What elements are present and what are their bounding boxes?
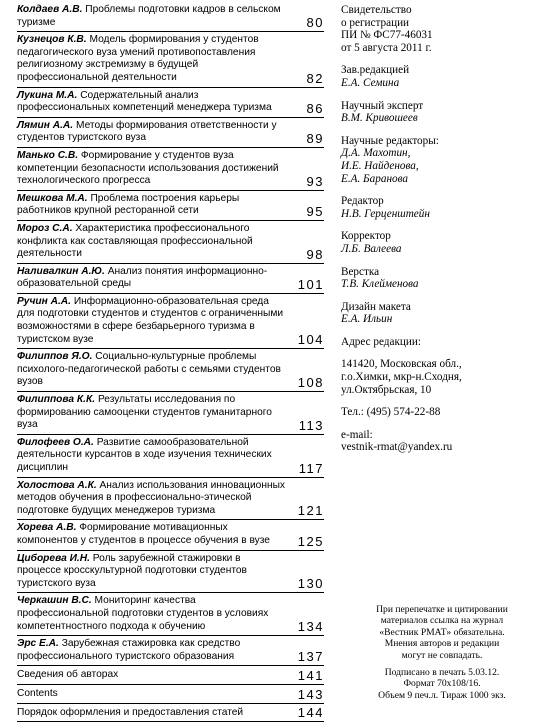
toc-page-number: 104 bbox=[298, 333, 324, 347]
corrector-label: Корректор bbox=[341, 230, 531, 243]
email: vestnik-rmat@yandex.ru bbox=[341, 441, 531, 454]
toc-entry-text bbox=[17, 4, 324, 29]
toc-author: Черкашин В.С. bbox=[17, 595, 92, 606]
toc-title: Сведения об авторах bbox=[17, 669, 118, 680]
editor-block bbox=[341, 195, 531, 220]
science-editors-block bbox=[341, 135, 531, 185]
toc-title: Зарубежная стажировка как средство профессионального туристского образования bbox=[17, 638, 240, 662]
toc-entry bbox=[17, 636, 324, 666]
notice-line: материалов ссылка на журнал bbox=[349, 615, 535, 626]
toc-author: Ручин А.А. bbox=[17, 296, 71, 307]
toc-entry-text bbox=[17, 296, 324, 346]
table-of-contents bbox=[17, 2, 324, 722]
layout-block bbox=[341, 266, 531, 291]
toc-entry bbox=[17, 520, 324, 550]
corrector-block bbox=[341, 230, 531, 255]
notice-line: При перепечатке и цитировании bbox=[349, 604, 535, 615]
toc-page-number: 137 bbox=[298, 650, 324, 664]
email-block bbox=[341, 429, 531, 454]
toc-page-number: 134 bbox=[298, 620, 324, 634]
toc-page-number: 130 bbox=[298, 577, 324, 591]
chief-name: Е.А. Семина bbox=[341, 77, 531, 90]
toc-entry-text bbox=[17, 595, 324, 633]
toc-title: Формирование мотивационных компонентов у студентов в процессе обучения в вузе bbox=[17, 522, 270, 546]
toc-entry-text bbox=[17, 522, 324, 547]
toc-author: Кузнецов К.В. bbox=[17, 34, 87, 45]
editorial-info bbox=[341, 4, 531, 464]
toc-entry bbox=[17, 392, 324, 435]
address-line: г.о.Химки, мкр-н.Сходня, bbox=[341, 371, 531, 384]
toc-title: Содержательный анализ профессиональных компетенций менеджера туризма bbox=[17, 90, 272, 114]
toc-title: Анализ использования инновационных методов обучения в профессионально-этической подготовке будущих менеджеров туризма bbox=[17, 480, 285, 516]
toc-entry-text bbox=[17, 668, 324, 682]
toc-title: Мониторинг качества профессиональной подготовки студентов в условиях компетентностного подхода к обучению bbox=[17, 595, 268, 631]
toc-entry bbox=[17, 88, 324, 118]
toc-entry bbox=[17, 264, 324, 294]
toc-page-number: 98 bbox=[307, 248, 324, 262]
phone-block bbox=[341, 406, 531, 419]
toc-entry bbox=[17, 704, 324, 722]
toc-page-number: 93 bbox=[307, 175, 324, 189]
editor-label: Редактор bbox=[341, 195, 531, 208]
toc-entry-text bbox=[17, 223, 324, 261]
chief-label: Зав.редакцией bbox=[341, 64, 531, 77]
toc-entry-text bbox=[17, 150, 324, 188]
toc-author: Филофеев О.А. bbox=[17, 437, 94, 448]
editors-label: Научные редакторы: bbox=[341, 135, 531, 148]
toc-entry-text bbox=[17, 687, 324, 701]
toc-entry bbox=[17, 478, 324, 521]
toc-title: Социально-культурные проблемы психолого-педагогической работы с семьями студентов вузов bbox=[17, 351, 281, 387]
toc-entry-text bbox=[17, 351, 324, 389]
print-info bbox=[349, 667, 535, 701]
toc-entry bbox=[17, 551, 324, 594]
toc-title: Формирование у студентов вуза компетенции безопасности использования достижений технологического прогресса bbox=[17, 150, 279, 186]
toc-page-number: 86 bbox=[307, 102, 324, 116]
toc-entry bbox=[17, 666, 324, 685]
corrector-name: Л.Б. Валеева bbox=[341, 243, 531, 256]
toc-title: Порядок оформления и предоставления статей bbox=[17, 707, 243, 718]
toc-entry-text bbox=[17, 437, 324, 475]
expert-name: В.М. Кривошеев bbox=[341, 112, 531, 125]
toc-entry bbox=[17, 349, 324, 392]
address-label-block bbox=[341, 336, 531, 349]
chief-editor-block bbox=[341, 64, 531, 89]
toc-entry-text bbox=[17, 553, 324, 591]
toc-page-number: 80 bbox=[307, 16, 324, 30]
toc-page-number: 143 bbox=[298, 688, 324, 702]
toc-entry-text bbox=[17, 193, 324, 218]
toc-author: Холостова А.К. bbox=[17, 480, 97, 491]
toc-page-number: 95 bbox=[307, 205, 324, 219]
toc-page-number: 144 bbox=[298, 706, 324, 720]
toc-entry bbox=[17, 2, 324, 32]
expert-label: Научный эксперт bbox=[341, 100, 531, 113]
notice-line: Мнения авторов и редакции bbox=[349, 638, 535, 649]
layout-label: Верстка bbox=[341, 266, 531, 279]
address-line: ул.Октябрьская, 10 bbox=[341, 384, 531, 397]
toc-page-number: 141 bbox=[298, 669, 324, 683]
toc-title: Роль зарубежной стажировки в процессе кросскультурной подготовки студентов туристского вуза bbox=[17, 553, 247, 589]
print-line: Объем 9 печ.л. Тираж 1000 экз. bbox=[349, 690, 535, 701]
reprint-notice bbox=[349, 604, 535, 661]
toc-author: Циборева И.Н. bbox=[17, 553, 90, 564]
email-label: e-mail: bbox=[341, 429, 531, 442]
toc-entry-text bbox=[17, 90, 324, 115]
notice-line: «Вестник РМАТ» обязательна. bbox=[349, 627, 535, 638]
toc-entry bbox=[17, 32, 324, 87]
toc-title: Характеристика профессионального конфликта как составляющая профессиональной деятельности bbox=[17, 223, 253, 259]
toc-title: Методы формирования ответственности у студентов туристского вуза bbox=[17, 120, 277, 144]
address-block bbox=[341, 358, 531, 396]
registration-line: Свидетельство bbox=[341, 4, 531, 17]
toc-title: Модель формирования у студентов педагогического вуза умений противопоставления религиозному экстремизму в будущей профессиональной деятельности bbox=[17, 34, 259, 83]
editor-name: Е.А. Баранова bbox=[341, 173, 531, 186]
toc-title: Contents bbox=[17, 688, 58, 699]
layout-name: Т.В. Клейменова bbox=[341, 278, 531, 291]
toc-author: Мешкова М.А. bbox=[17, 193, 88, 204]
toc-page-number: 117 bbox=[299, 462, 324, 476]
toc-title: Развитие самообразовательной деятельности курсантов в ходе изучения технических дисциплин bbox=[17, 437, 272, 473]
toc-entry bbox=[17, 593, 324, 636]
toc-title: Информационно-образовательная среда для подготовки студентов и студентов с ограниченными возможностями в сфере безбарьерного туризма в туристском вузе bbox=[17, 296, 283, 345]
toc-title: Анализ понятия информационно-образовательной среды bbox=[17, 266, 267, 290]
toc-entry bbox=[17, 221, 324, 264]
editor-name: Н.В. Герценштейн bbox=[341, 208, 531, 221]
expert-block bbox=[341, 100, 531, 125]
toc-author: Лукина М.А. bbox=[17, 90, 77, 101]
toc-entry bbox=[17, 118, 324, 148]
toc-author: Лямин А.А. bbox=[17, 120, 73, 131]
toc-author: Эрс Е.А. bbox=[17, 638, 59, 649]
toc-entry bbox=[17, 294, 324, 349]
print-line: Формат 70х108/16. bbox=[349, 678, 535, 689]
editor-name: Д.А. Махотин, bbox=[341, 147, 531, 160]
design-name: Е.А. Ильин bbox=[341, 313, 531, 326]
toc-entry-text bbox=[17, 34, 324, 84]
toc-entry-text bbox=[17, 480, 324, 518]
toc-entry bbox=[17, 435, 324, 478]
registration-line: от 5 августа 2011 г. bbox=[341, 42, 531, 55]
toc-entry-text bbox=[17, 266, 324, 291]
toc-page-number: 125 bbox=[298, 535, 324, 549]
toc-author: Манько С.В. bbox=[17, 150, 78, 161]
toc-author: Филиппов Я.О. bbox=[17, 351, 92, 362]
address-line: 141420, Московская обл., bbox=[341, 358, 531, 371]
toc-entry bbox=[17, 685, 324, 704]
toc-author: Колдаев А.В. bbox=[17, 4, 82, 15]
toc-entry bbox=[17, 148, 324, 191]
editor-name: И.Е. Найденова, bbox=[341, 160, 531, 173]
toc-title: Проблемы подготовки кадров в сельском туризме bbox=[17, 4, 281, 28]
toc-entry bbox=[17, 191, 324, 221]
toc-page-number: 121 bbox=[298, 504, 324, 518]
toc-author: Хорева А.В. bbox=[17, 522, 76, 533]
registration-block bbox=[341, 4, 531, 54]
address-label: Адрес редакции: bbox=[341, 336, 531, 349]
toc-page-number: 113 bbox=[299, 419, 324, 433]
toc-page-number: 101 bbox=[298, 278, 324, 292]
registration-line: о регистрации bbox=[341, 17, 531, 30]
toc-page-number: 108 bbox=[298, 376, 324, 390]
design-block bbox=[341, 301, 531, 326]
print-line: Подписано в печать 5.03.12. bbox=[349, 667, 535, 678]
registration-line: ПИ № ФС77-46031 bbox=[341, 29, 531, 42]
toc-entry-text bbox=[17, 120, 324, 145]
toc-author: Филиппова К.К. bbox=[17, 394, 95, 405]
toc-page-number: 89 bbox=[307, 132, 324, 146]
toc-title: Проблема построения карьеры работников крупной ресторанной сети bbox=[17, 193, 239, 217]
design-label: Дизайн макета bbox=[341, 301, 531, 314]
toc-title: Результаты исследования по формированию самооценки студентов гуманитарного вуза bbox=[17, 394, 272, 430]
toc-page-number: 82 bbox=[307, 72, 324, 86]
phone: Тел.: (495) 574-22-88 bbox=[341, 406, 531, 419]
notice-line: могут не совпадать. bbox=[349, 650, 535, 661]
toc-entry-text bbox=[17, 706, 324, 720]
toc-author: Мороз С.А. bbox=[17, 223, 73, 234]
toc-author: Наливалкин А.Ю. bbox=[17, 266, 105, 277]
toc-entry-text bbox=[17, 394, 324, 432]
toc-entry-text bbox=[17, 638, 324, 663]
